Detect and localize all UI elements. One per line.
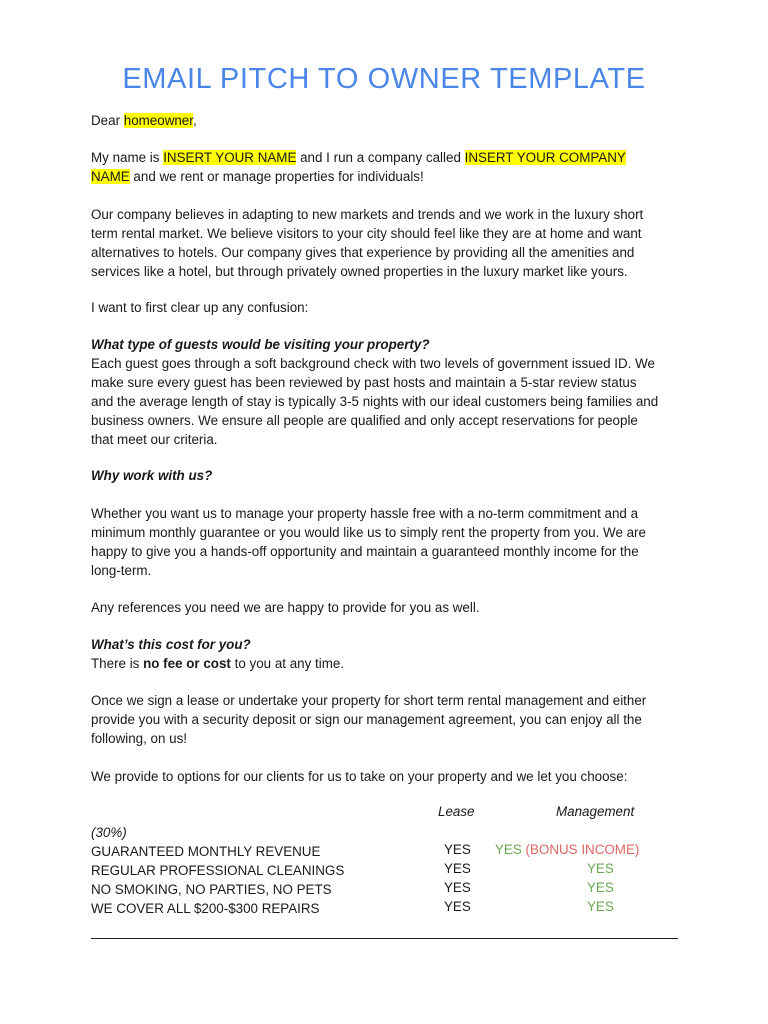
lease-cell: YES [444,880,471,895]
table-row [91,899,320,918]
table-row [91,861,344,880]
greeting-prefix: Dear [91,113,124,128]
guests-question: What type of guests would be visiting your property? [91,337,430,352]
lease-cell: YES [444,842,471,857]
options-line: We provide to options for our clients for us to take on your property and we let you choose: [91,769,628,784]
cost-suffix: to you at any time. [230,656,345,671]
guests-line: and the average length of stay is typically 3-5 nights with our ideal customers being families and [91,394,659,409]
clear-up-line: I want to first clear up any confusion: [91,300,309,315]
horizontal-rule [91,938,678,939]
your-name-placeholder: INSERT YOUR NAME [163,150,297,165]
greeting-suffix: , [192,113,197,128]
management-yes: YES [495,842,522,857]
why-line: Whether you want us to manage your property hassle free with a no-term commitment and a [91,506,639,521]
why-line: minimum monthly guarantee or you would like us to simply rent the property from you. We are [91,525,646,540]
once-paragraph [91,691,683,748]
intro-part1: My name is [91,150,164,165]
why-paragraph [91,504,683,580]
company-name-placeholder-line2: NAME [91,169,130,184]
cost-prefix: There is [91,656,144,671]
guests-section [91,335,683,449]
row-label: WE COVER ALL $200-$300 REPAIRS [91,901,320,916]
row-label: NO SMOKING, NO PARTIES, NO PETS [91,882,332,897]
guests-line: Each guest goes through a soft background check with two levels of government issued ID. We [91,356,655,371]
intro-paragraph [91,148,683,186]
bonus-income-note: (BONUS INCOME) [525,842,640,857]
column-header-management: Management [556,804,635,819]
about-line: Our company believes in adapting to new markets and trends and we work in the luxury short [91,207,644,222]
column-header-lease: Lease [438,804,475,819]
once-line: provide you with a security deposit or sign our management agreement, you can enjoy all the [91,712,642,727]
about-paragraph [91,205,683,281]
company-name-placeholder-line1: INSERT YOUR COMPANY [464,150,626,165]
table-row [91,842,320,861]
cost-bold: no fee or cost [143,656,231,671]
greeting [91,111,683,130]
about-line: term rental market. We believe visitors to your city should feel like they are at home and want [91,226,642,241]
guests-line: that meet our criteria. [91,432,218,447]
percent-note: (30%) [91,825,127,840]
management-cell: YES [587,899,614,914]
why-line: happy to give you a hands-off opportunity and maintain a guaranteed monthly income for the [91,544,639,559]
row-label: GUARANTEED MONTHLY REVENUE [91,844,321,859]
greeting-name-placeholder: homeowner [123,113,193,128]
intro-part3: and we rent or manage properties for individuals! [129,169,424,184]
why-question-text: Why work with us? [91,468,213,483]
guests-line: business owners. We ensure all people are qualified and only accept reservations for people [91,413,638,428]
table-row [91,880,332,899]
about-line: alternatives to hotels. Our company gives that experience by providing all the amenities and [91,245,635,260]
about-line: services like a hotel, but through privately owned properties in the luxury market like yours. [91,264,628,279]
why-line: long-term. [91,563,152,578]
guests-line: make sure every guest has been reviewed by past hosts and maintain a 5-star review status [91,375,637,390]
why-question [91,466,683,485]
references-line: Any references you need we are happy to provide for you as well. [91,600,480,615]
lease-cell: YES [444,861,471,876]
cost-question: What’s this cost for you? [91,637,251,652]
intro-part2: and I run a company called [296,150,465,165]
management-cell: YES [587,861,614,876]
management-cell: YES [587,880,614,895]
cost-section [91,635,683,673]
row-label: REGULAR PROFESSIONAL CLEANINGS [91,863,345,878]
management-cell [495,842,639,857]
once-line: following, on us! [91,731,188,746]
page-title: EMAIL PITCH TO OWNER TEMPLATE [122,63,646,96]
lease-cell: YES [444,899,471,914]
once-line: Once we sign a lease or undertake your property for short term rental management and either [91,693,647,708]
